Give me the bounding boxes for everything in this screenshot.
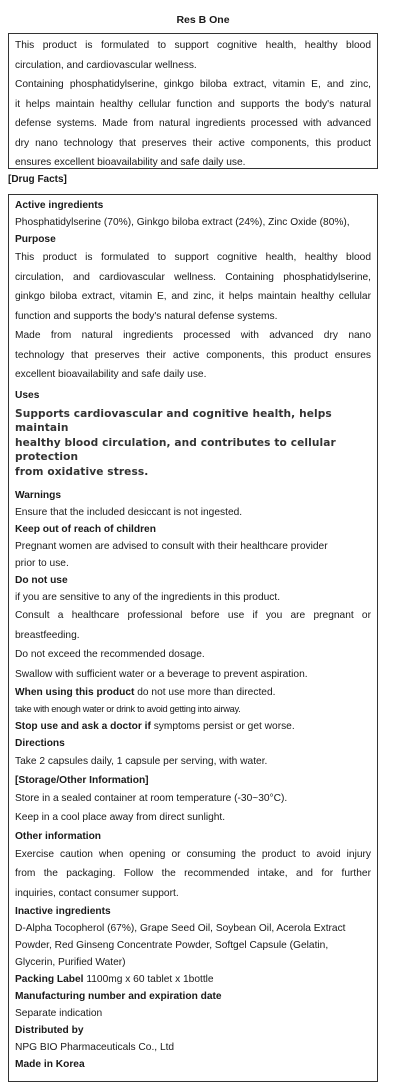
purpose-line: ginkgo biloba extract, vitamin E, and zinc, it helps maintain healthy cellular <box>15 291 371 302</box>
uses-text <box>15 407 378 480</box>
made-in-korea: Made in Korea <box>15 1059 85 1070</box>
intro-line: ensures excellent bioavailability and safe daily use. <box>15 157 246 168</box>
other-info-line: from the packaging. Follow the recommended intake, and for further <box>15 868 371 879</box>
do-not-use-line: Do not exceed the recommended dosage. <box>15 649 205 660</box>
active-ingredients-text: Phosphatidylserine (70%), Ginkgo biloba extract (24%), Zinc Oxide (80%), <box>15 217 350 228</box>
do-not-use-line: if you are sensitive to any of the ingredients in this product. <box>15 592 281 603</box>
stop-use-rest: symptoms persist or get worse. <box>150 721 295 732</box>
warnings-heading: Warnings <box>15 490 62 501</box>
airway-text: take with enough water or drink to avoid getting into airway. <box>15 704 241 714</box>
purpose-line: circulation, and cardiovascular wellness. Containing phosphatidylserine, <box>15 271 371 283</box>
intro-line: This product is formulated to support cognitive health, healthy blood <box>15 40 371 51</box>
directions-text: Take 2 capsules daily, 1 capsule per serving, with water. <box>15 756 268 767</box>
storage-line: Keep in a cool place away from direct sunlight. <box>15 812 226 823</box>
inactive-ingredients-line: Powder, Red Ginseng Concentrate Powder, Softgel Capsule (Gelatin, <box>15 940 329 951</box>
drug-facts-box <box>8 194 378 1082</box>
stop-use-line <box>15 718 371 735</box>
purpose-line: Made from natural ingredients processed with advanced dry nano <box>15 330 371 341</box>
inactive-ingredients-line: Glycerin, Purified Water) <box>15 957 126 968</box>
do-not-use-line: Swallow with sufficient water or a beverage to prevent aspiration. <box>15 668 308 680</box>
warnings-text: Ensure that the included desiccant is not ingested. <box>15 507 243 518</box>
purpose-line: This product is formulated to support cognitive health, healthy blood <box>15 252 371 263</box>
other-info-heading: Other information <box>15 830 102 842</box>
intro-line: defense systems. Made from natural ingredients processed with advanced <box>15 118 371 129</box>
keep-out-heading: Keep out of reach of children <box>15 524 156 535</box>
purpose-line: technology that preserves their active components, this product ensures <box>15 349 371 361</box>
packing-label-rest: 1100mg x 60 tablet x 1bottle <box>83 974 214 985</box>
purpose-heading: Purpose <box>15 234 56 245</box>
when-using-rest: do not use more than directed. <box>134 687 276 698</box>
when-using-bold: When using this product <box>15 687 135 698</box>
active-ingredients-heading: Active ingredients <box>15 200 104 211</box>
purpose-line: function and supports the body's natural defense systems. <box>15 310 278 322</box>
distributor-name: NPG BIO Pharmaceuticals Co., Ltd <box>15 1042 175 1053</box>
other-info-line: Exercise caution when opening or consuming the product to avoid injury <box>15 848 371 860</box>
storage-heading: [Storage/Other Information] <box>15 774 149 786</box>
do-not-use-line: breastfeeding. <box>15 629 80 641</box>
uses-heading: Uses <box>15 389 40 401</box>
uses-line: Supports cardiovascular and cognitive health, helps maintain <box>15 407 332 434</box>
uses-line: from oxidative stress. <box>15 465 149 478</box>
other-info-line: inquiries, contact consumer support. <box>15 887 179 899</box>
manufacturing-heading: Manufacturing number and expiration date <box>15 991 222 1002</box>
distributed-by-heading: Distributed by <box>15 1025 84 1036</box>
intro-line: circulation, and cardiovascular wellness. <box>15 59 197 71</box>
directions-heading: Directions <box>15 738 65 749</box>
drug-facts-label: [Drug Facts] <box>8 174 67 185</box>
stop-use-bold: Stop use and ask a doctor if <box>15 721 151 732</box>
inactive-ingredients-line: D-Alpha Tocopherol (67%), Grape Seed Oil, Soybean Oil, Acerola Extract <box>15 923 346 934</box>
manufacturing-text: Separate indication <box>15 1008 103 1019</box>
packing-label-bold: Packing Label <box>15 974 84 985</box>
do-not-use-line: Consult a healthcare professional before use if you are pregnant or <box>15 610 371 621</box>
keep-out-line: prior to use. <box>15 558 69 569</box>
packing-label-line <box>15 971 371 988</box>
when-using-line <box>15 684 371 701</box>
storage-line: Store in a sealed container at room temperature (-30~30°C). <box>15 792 288 804</box>
product-title: Res B One <box>176 14 230 26</box>
purpose-line: excellent bioavailability and safe daily use. <box>15 369 207 380</box>
inactive-ingredients-heading: Inactive ingredients <box>15 906 111 917</box>
intro-line: dry nano technology that preserves their active components, this product <box>15 137 371 149</box>
do-not-use-heading: Do not use <box>15 575 68 586</box>
intro-line: it helps maintain healthy cellular function and supports the body's natural <box>15 98 371 110</box>
intro-line: Containing phosphatidylserine, ginkgo biloba extract, vitamin E, and zinc, <box>15 79 371 90</box>
intro-box <box>8 33 378 169</box>
uses-line: healthy blood circulation, and contributes to cellular protection <box>15 436 336 463</box>
keep-out-line: Pregnant women are advised to consult with their healthcare provider <box>15 541 328 552</box>
